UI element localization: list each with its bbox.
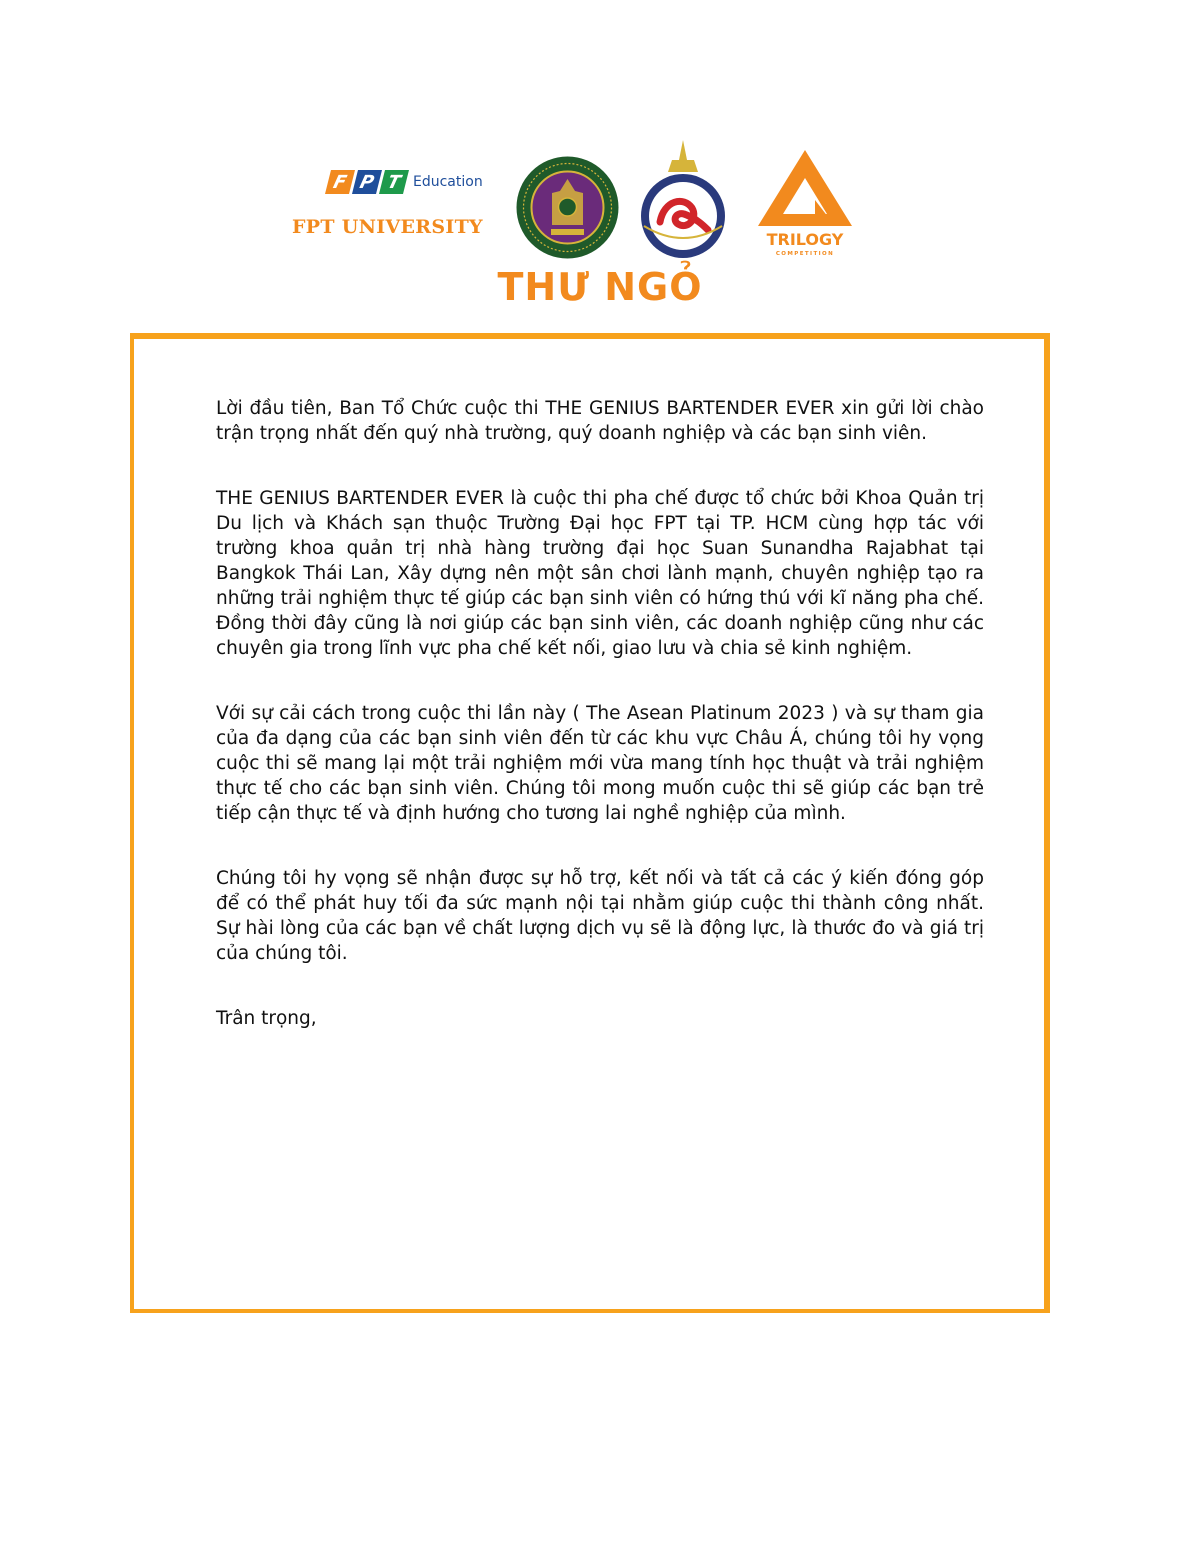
- fpt-university-label: FPT UNIVERSITY: [292, 216, 483, 238]
- fpt-tile-f: F: [325, 170, 355, 194]
- trilogy-competition-logo: [755, 148, 855, 258]
- fpt-education-label: Education: [413, 174, 483, 190]
- seal-center-circle: [559, 198, 577, 216]
- seal-base: [551, 229, 584, 235]
- crest-spire: [679, 140, 687, 160]
- trilogy-sublabel: COMPETITION: [775, 251, 835, 257]
- letter-paragraph-reform: Với sự cải cách trong cuộc thi lần này ( The Asean Platinum 2023 ) và sự tham gia của đa dạng của các bạn sinh viên đến từ các khu vực Châu Á, chúng tôi hy vọng cuộc thi sẽ mang lại một trải nghiệm mới vừa mang tính học thuật và trải nghiệm thực tế cho các bạn sinh viên. Chúng tôi mong muốn cuộc thi sẽ giúp các bạn trẻ tiếp cận thực tế và định hướng cho tương lai nghề nghiệp của mình.: [216, 703, 984, 824]
- fpt-university-logo: [290, 168, 510, 248]
- fpt-tile-p: P: [352, 170, 382, 194]
- letter-closing: Trân trọng,: [216, 1008, 317, 1029]
- suan-sunandha-crest-logo: [638, 138, 728, 260]
- letter-paragraph-greeting: Lời đầu tiên, Ban Tổ Chức cuộc thi THE GENIUS BARTENDER EVER xin gửi lời chào trận trọng nhất đến quý nhà trường, quý doanh nghiệp và các bạn sinh viên.: [216, 398, 984, 444]
- letter-paragraph-about: THE GENIUS BARTENDER EVER là cuộc thi pha chế được tổ chức bởi Khoa Quản trị Du lịch và Khách sạn thuộc Trường Đại học FPT tại TP. HCM cùng hợp tác với trường khoa quản trị nhà hàng trường đại học Suan Sunandha Rajabhat tại Bangkok Thái Lan, Xây dựng nên một sân chơi lành mạnh, chuyên nghiệp tạo ra những trải nghiệm thực tế giúp các bạn sinh viên có hứng thú với kĩ năng pha chế. Đồng thời đây cũng là nơi giúp các bạn sinh viên, các doanh nghiệp cũng như các chuyên gia trong lĩnh vực pha chế kết nối, giao lưu và chia sẻ kinh nghiệm.: [216, 488, 984, 659]
- letter-body: [216, 396, 984, 1031]
- letter-title: THƯ NGỎ: [497, 265, 703, 309]
- university-seal-logo: [515, 155, 620, 260]
- crest-crown: [668, 160, 698, 172]
- fpt-logo-tiles: [328, 170, 406, 194]
- letter-paragraph-hope: Chúng tôi hy vọng sẽ nhận được sự hỗ trợ, kết nối và tất cả các ý kiến đóng góp để có thể phát huy tối đa sức mạnh nội tại nhằm giúp cuộc thi thành công nhất. Sự hài lòng của các bạn về chất lượng dịch vụ sẽ là động lực, là thước đo và giá trị của chúng tôi.: [216, 868, 984, 964]
- trilogy-label: TRILOGY: [766, 230, 844, 249]
- fpt-tile-t: T: [379, 170, 409, 194]
